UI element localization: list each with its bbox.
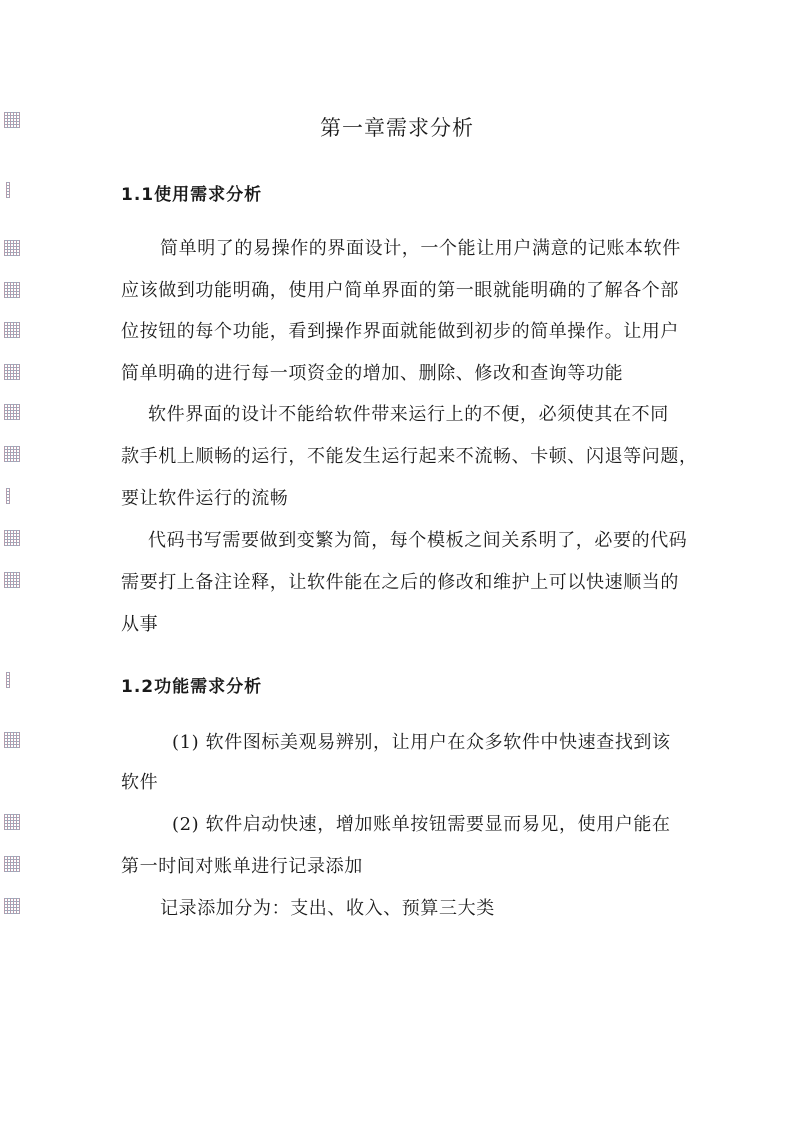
paragraph-line: 简单明了的易操作的界面设计，一个能让用户满意的记账本软件 <box>160 238 681 259</box>
margin-scan-mark <box>4 856 20 872</box>
paragraph-line: 从事 <box>121 614 159 635</box>
chapter-title: 第一章需求分析 <box>320 116 474 140</box>
paragraph-line: 应该做到功能明确，使用户简单界面的第一眼就能明确的了解各个部 <box>121 280 679 301</box>
list-item-line: 记录添加分为：支出、收入、预算三大类 <box>160 898 495 919</box>
list-item-line: (2) 软件启动快速，增加账单按钮需要显而易见，使用户能在 <box>172 814 671 835</box>
margin-scan-mark <box>4 364 20 380</box>
margin-scan-mark <box>4 404 20 420</box>
margin-scan-mark <box>4 732 20 748</box>
section-heading: 1.1使用需求分析 <box>121 185 263 205</box>
margin-scan-mark <box>4 814 20 830</box>
margin-scan-mark <box>4 572 20 588</box>
margin-scan-mark <box>6 182 10 198</box>
paragraph-line: 要让软件运行的流畅 <box>121 488 289 509</box>
section-heading: 1.2功能需求分析 <box>121 677 263 697</box>
paragraph-line: 需要打上备注诠释，让软件能在之后的修改和维护上可以快速顺当的 <box>121 572 679 593</box>
margin-scan-mark <box>6 672 10 688</box>
paragraph-line: 款手机上顺畅的运行，不能发生运行起来不流畅、卡顿、闪退等问题， <box>121 446 698 467</box>
paragraph-line: 代码书写需要做到变繁为简，每个模板之间关系明了，必要的代码 <box>148 530 688 551</box>
paragraph-line: 位按钮的每个功能，看到操作界面就能做到初步的简单操作。让用户 <box>121 321 679 342</box>
margin-scan-mark <box>4 530 20 546</box>
margin-scan-mark <box>6 488 10 504</box>
paragraph-line: 简单明确的进行每一项资金的增加、删除、修改和查询等功能 <box>121 363 624 384</box>
margin-scan-mark <box>4 322 20 338</box>
margin-scan-mark <box>4 898 20 914</box>
margin-scan-mark <box>4 446 20 462</box>
margin-scan-mark <box>4 240 20 256</box>
margin-scan-mark <box>4 282 20 298</box>
list-item-line: (1) 软件图标美观易辨别，让用户在众多软件中快速查找到该 <box>172 732 671 753</box>
paragraph-line: 软件界面的设计不能给软件带来运行上的不便，必须使其在不同 <box>148 404 669 425</box>
list-item-line: 第一时间对账单进行记录添加 <box>121 856 363 877</box>
list-item-line: 软件 <box>121 772 159 793</box>
